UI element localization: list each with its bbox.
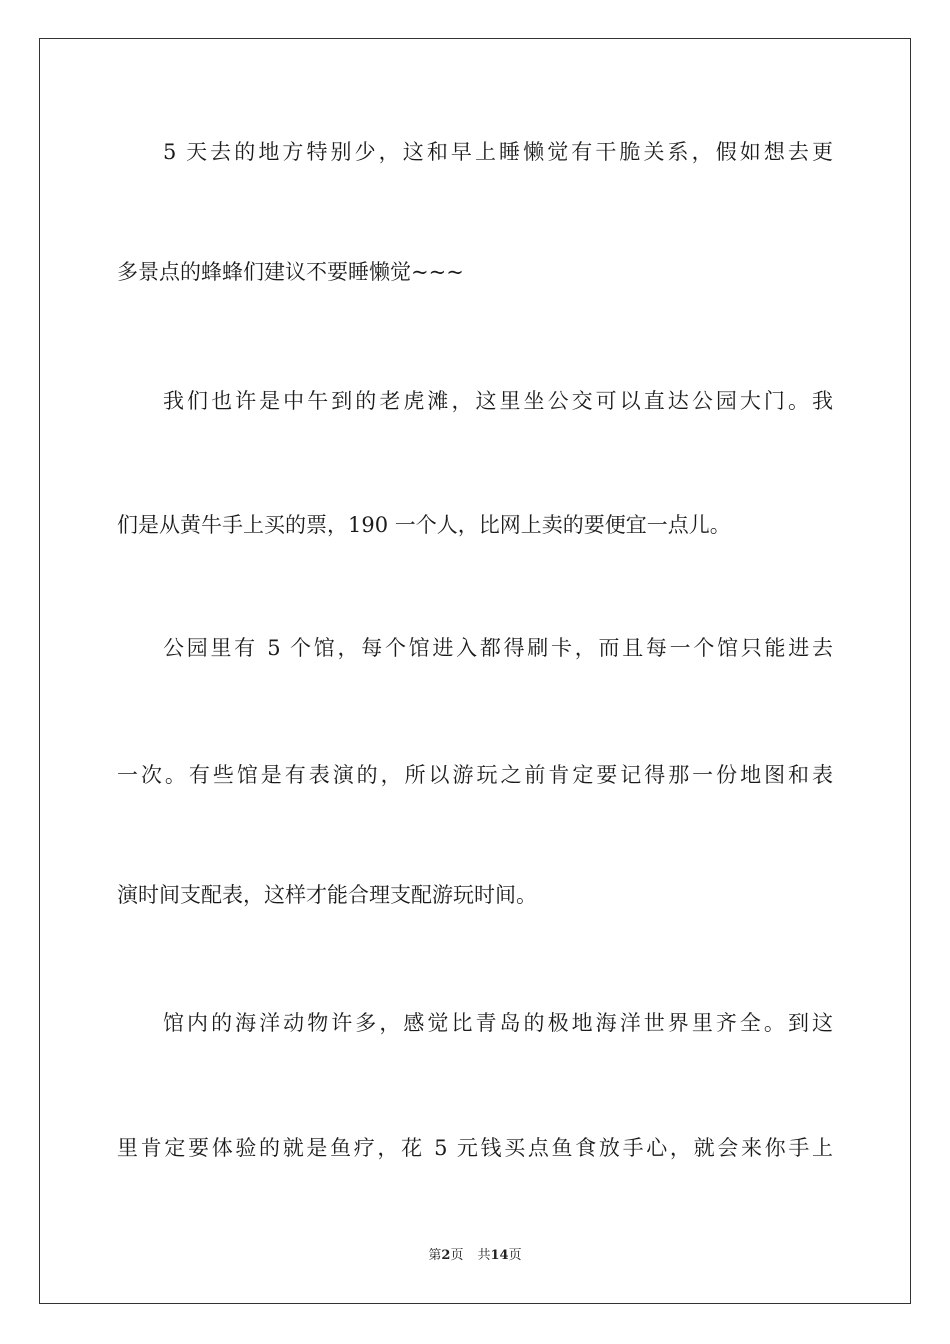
total-pages: 14 bbox=[490, 1248, 509, 1263]
paragraph-2-line-2: 们是从黄牛手上买的票，190 一个人，比网上卖的要便宜一点儿。 bbox=[117, 513, 731, 537]
paragraph-4-line-2: 里肯定要体验的就是鱼疗，花 5 元钱买点鱼食放手心，就会来你手上 bbox=[117, 1136, 833, 1160]
page-number: 2 bbox=[441, 1248, 451, 1263]
page-label-prefix: 第 bbox=[428, 1248, 442, 1263]
total-label-prefix: 共 bbox=[477, 1248, 491, 1263]
paragraph-3-line-3: 演时间支配表，这样才能合理支配游玩时间。 bbox=[117, 883, 537, 907]
page-footer bbox=[0, 1247, 950, 1265]
paragraph-4-line-1: 馆内的海洋动物许多，感觉比青岛的极地海洋世界里齐全。到这 bbox=[163, 1011, 833, 1035]
paragraph-3-line-1: 公园里有 5 个馆，每个馆进入都得刷卡，而且每一个馆只能进去 bbox=[163, 636, 833, 660]
paragraph-1-line-1: 5 天去的地方特别少，这和早上睡懒觉有干脆关系，假如想去更 bbox=[163, 140, 833, 164]
paragraph-3-line-2: 一次。有些馆是有表演的，所以游玩之前肯定要记得那一份地图和表 bbox=[117, 763, 833, 787]
paragraph-2-line-1: 我们也许是中午到的老虎滩，这里坐公交可以直达公园大门。我 bbox=[163, 389, 833, 413]
paragraph-1-line-2: 多景点的蜂蜂们建议不要睡懒觉~~~ bbox=[117, 260, 464, 284]
page-label-suffix: 页 bbox=[450, 1248, 464, 1263]
page-border bbox=[39, 38, 911, 1304]
total-label-suffix: 页 bbox=[508, 1248, 522, 1263]
